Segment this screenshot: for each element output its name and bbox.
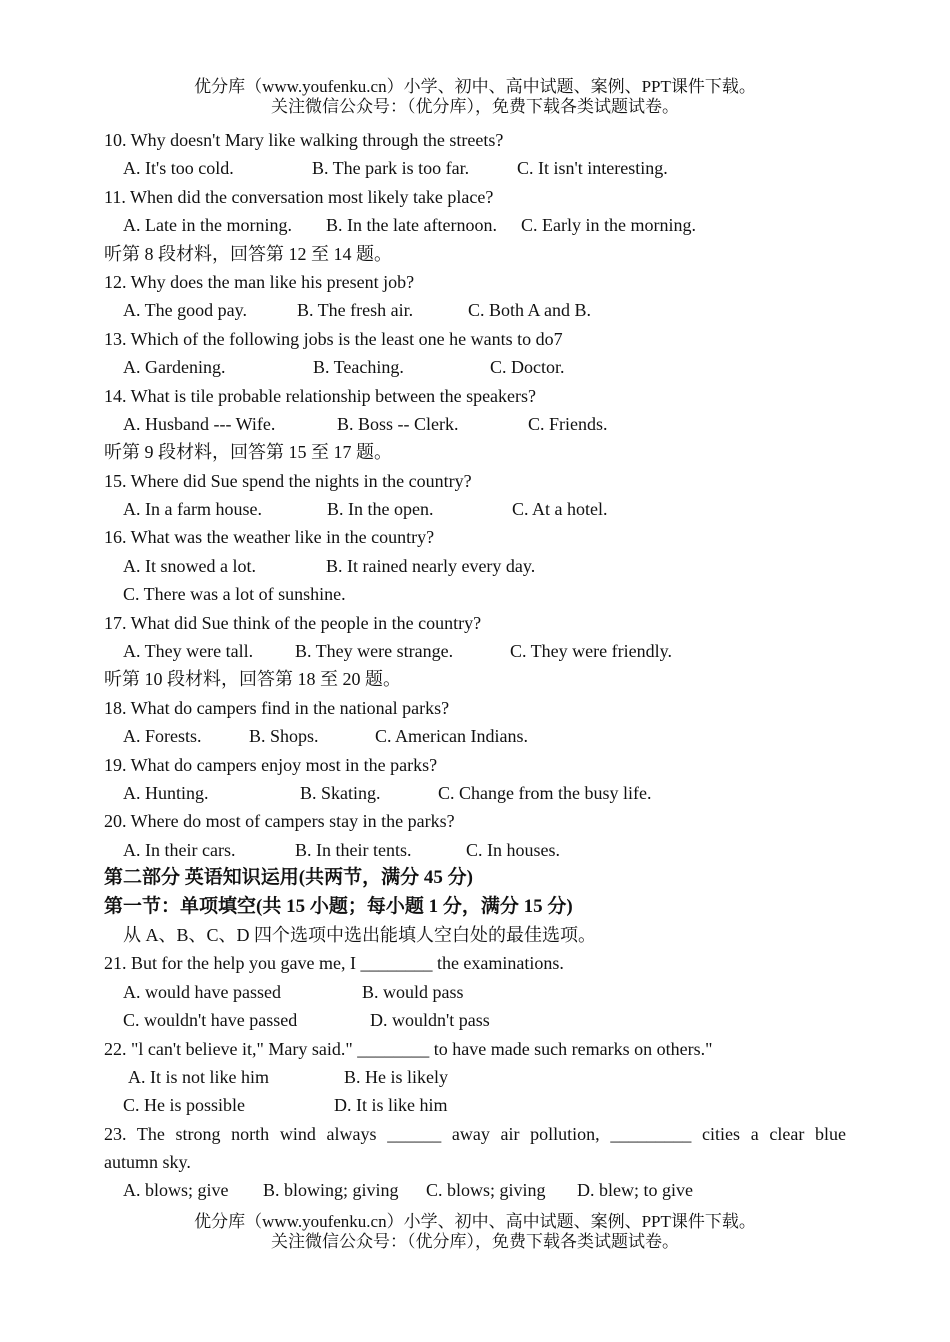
header-line-1: 优分库（www.youfenku.cn）小学、初中、高中试题、案例、PPT课件下载。 xyxy=(194,77,756,96)
option-d: D. blew; to give xyxy=(577,1180,693,1201)
option-c: C. Change from the busy life. xyxy=(438,782,652,803)
question-11-stem: 11. When did the conversation most likely take place? xyxy=(104,186,494,207)
option-b: B. Shops. xyxy=(249,726,319,747)
question-14-stem: 14. What is tile probable relationship between the speakers? xyxy=(104,385,537,406)
option-a: A. would have passed xyxy=(123,981,281,1002)
option-c: C. Early in the morning. xyxy=(521,215,696,236)
question-12-options xyxy=(104,296,846,324)
option-b: B. The park is too far. xyxy=(312,158,470,179)
question-21-options-row-1 xyxy=(104,978,846,1006)
option-c: C. Friends. xyxy=(528,413,608,434)
question-21-options-row-2 xyxy=(104,1006,846,1034)
option-c: C. At a hotel. xyxy=(512,499,608,520)
option-c: C. In houses. xyxy=(466,839,560,860)
question-16-stem: 16. What was the weather like in the country? xyxy=(104,527,435,548)
option-c: C. Doctor. xyxy=(490,357,565,378)
section-10-instruction: 听第 10 段材料，回答第 18 至 20 题。 xyxy=(104,669,401,690)
question-16-options-row-2 xyxy=(104,580,846,608)
option-b: B. Skating. xyxy=(300,782,381,803)
option-a: A. blows; give xyxy=(123,1180,229,1201)
option-a: A. Forests. xyxy=(123,726,202,747)
question-18-stem: 18. What do campers find in the national parks? xyxy=(104,697,450,718)
question-10-options xyxy=(104,154,846,182)
option-b: B. In the open. xyxy=(327,499,434,520)
section-8-instruction: 听第 8 段材料，回答第 12 至 14 题。 xyxy=(104,243,392,264)
question-19-stem: 19. What do campers enjoy most in the parks? xyxy=(104,754,438,775)
option-a: A. Husband --- Wife. xyxy=(123,413,276,434)
question-23-options xyxy=(104,1176,846,1204)
question-13-options xyxy=(104,353,846,381)
option-d: D. wouldn't pass xyxy=(370,1010,490,1031)
question-19-options xyxy=(104,779,846,807)
question-16-options-row-1 xyxy=(104,552,846,580)
question-23-stem-line-2: autumn sky. xyxy=(104,1152,191,1173)
question-11-options xyxy=(104,211,846,239)
option-a: A. It snowed a lot. xyxy=(123,555,256,576)
footer-line-1: 优分库（www.youfenku.cn）小学、初中、高中试题、案例、PPT课件下载。 xyxy=(194,1212,756,1231)
option-d: D. It is like him xyxy=(334,1095,448,1116)
option-b: B. Boss -- Clerk. xyxy=(337,413,459,434)
question-20-options xyxy=(104,836,846,864)
footer-line-2: 关注微信公众号：（优分库），免费下载各类试题试卷。 xyxy=(271,1232,679,1251)
option-c: C. blows; giving xyxy=(426,1180,546,1201)
option-c: C. American Indians. xyxy=(375,726,528,747)
option-b: B. Teaching. xyxy=(313,357,404,378)
part-2-instruction: 从 A、B、C、D 四个选项中选出能填人空白处的最佳选项。 xyxy=(123,924,597,945)
option-a: A. In their cars. xyxy=(123,839,236,860)
option-b: B. In the late afternoon. xyxy=(326,215,497,236)
option-a: A. It's too cold. xyxy=(123,158,234,179)
question-15-options xyxy=(104,495,846,523)
question-content xyxy=(104,126,846,1205)
option-b: B. In their tents. xyxy=(295,839,412,860)
question-17-options xyxy=(104,637,846,665)
question-18-options xyxy=(104,722,846,750)
option-b: B. It rained nearly every day. xyxy=(326,555,536,576)
option-a: A. In a farm house. xyxy=(123,499,262,520)
option-a: A. Hunting. xyxy=(123,782,209,803)
option-c: C. There was a lot of sunshine. xyxy=(123,584,346,605)
header-line-2: 关注微信公众号：（优分库），免费下载各类试题试卷。 xyxy=(271,97,679,116)
option-c: C. They were friendly. xyxy=(510,641,672,662)
question-12-stem: 12. Why does the man like his present job? xyxy=(104,271,415,292)
option-c: C. wouldn't have passed xyxy=(123,1010,298,1031)
option-b: B. He is likely xyxy=(344,1066,448,1087)
option-c: C. Both A and B. xyxy=(468,300,592,321)
part-2-section-1-title: 第一节：单项填空(共 15 小题；每小题 1 分，满分 15 分) xyxy=(104,895,573,917)
option-c: C. It isn't interesting. xyxy=(517,158,668,179)
option-a: A. Late in the morning. xyxy=(123,215,292,236)
option-a: A. Gardening. xyxy=(123,357,226,378)
question-20-stem: 20. Where do most of campers stay in the parks? xyxy=(104,811,455,832)
option-b: B. They were strange. xyxy=(295,641,454,662)
question-22-options-row-2 xyxy=(104,1091,846,1119)
page-footer xyxy=(0,1212,950,1252)
option-a: A. It is not like him xyxy=(128,1066,269,1087)
question-10-stem: 10. Why doesn't Mary like walking through the streets? xyxy=(104,130,504,150)
option-b: B. blowing; giving xyxy=(263,1180,399,1201)
option-a: A. The good pay. xyxy=(123,300,247,321)
part-2-title: 第二部分 英语知识运用(共两节，满分 45 分) xyxy=(104,867,473,889)
question-22-options-row-1 xyxy=(104,1063,846,1091)
page-header xyxy=(0,77,950,117)
option-c: C. He is possible xyxy=(123,1095,246,1116)
question-15-stem: 15. Where did Sue spend the nights in the country? xyxy=(104,470,472,491)
option-b: B. The fresh air. xyxy=(297,300,414,321)
option-b: B. would pass xyxy=(362,981,464,1002)
question-14-options xyxy=(104,410,846,438)
section-9-instruction: 听第 9 段材料，回答第 15 至 17 题。 xyxy=(104,442,392,463)
question-13-stem: 13. Which of the following jobs is the least one he wants to do7 xyxy=(104,328,563,349)
question-21-stem: 21. But for the help you gave me, I ________ the examinations. xyxy=(104,953,564,974)
option-a: A. They were tall. xyxy=(123,641,254,662)
question-23-stem-line-1: 23. The strong north wind always ______ away air pollution, _________ cities a clear blue xyxy=(104,1123,846,1144)
question-17-stem: 17. What did Sue think of the people in the country? xyxy=(104,612,482,633)
question-22-stem: 22. "l can't believe it," Mary said." ________ to have made such remarks on others." xyxy=(104,1038,713,1059)
